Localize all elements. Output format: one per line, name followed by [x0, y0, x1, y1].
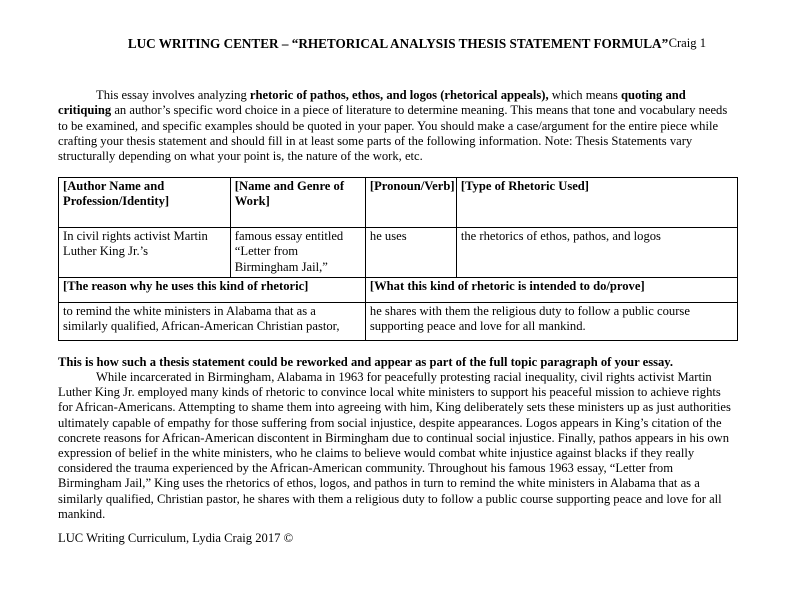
header-cell-reason: [The reason why he uses this kind of rhetoric]	[59, 277, 366, 302]
table-example-row	[59, 228, 738, 278]
cell-pronoun-verb-example: he uses	[365, 228, 456, 278]
thesis-formula-table	[58, 177, 738, 341]
header-cell-rhetoric-type: [Type of Rhetoric Used]	[456, 178, 737, 228]
page-number: Craig 1	[668, 36, 706, 50]
cell-work-example: famous essay entitled “Letter from Birmingham Jail,”	[230, 228, 365, 278]
table-reason-example-row	[59, 302, 738, 340]
cell-reason-example: to remind the white ministers in Alabama that as a similarly qualified, African-American Christian pastor,	[59, 302, 366, 340]
cell-intent-example: he shares with them the religious duty to follow a public course supporting peace and love for all mankind.	[365, 302, 737, 340]
table-header-row	[59, 178, 738, 228]
example-paragraph: While incarcerated in Birmingham, Alabama in 1963 for peacefully protesting racial inequality, civil rights activist Martin Luther King Jr. employed many kinds of rhetoric to convince local white ministers to support his peaceful mission to achieve rights for African-Americans. Attempting to shame them into agreeing with him, King deliberately sets these ministers up as just authorities ultimately capable of empathy for those suffering from social injustice, despite appearances. Logos appears in King’s citation of the concrete reasons for African-American discontent in Birmingham due to continual social injustice. Finally, pathos appears in his own expression of belief in the white ministers, who he claims to believe would combat white injustice against blacks if they really considered the trauma experienced by the African-American community. Throughout his famous 1963 essay, “Letter from Birmingham Jail,” King uses the rhetorics of ethos, logos, and pathos in turn to remind the white ministers in Alabama that as a similarly qualified, Christian pastor, he shares with them a religious duty to follow a public course supporting peace and love for all mankind.	[58, 370, 731, 521]
header-cell-author: [Author Name and Profession/Identity]	[59, 178, 231, 228]
cell-author-example: In civil rights activist Martin Luther King Jr.’s	[59, 228, 231, 278]
header-cell-intent: [What this kind of rhetoric is intended to do/prove]	[365, 277, 737, 302]
table-reason-header-row	[59, 277, 738, 302]
document-title: LUC WRITING CENTER – “RHETORICAL ANALYSIS THESIS STATEMENT FORMULA”	[127, 36, 669, 51]
intro-segment: This essay involves analyzing	[96, 88, 250, 103]
page-header	[58, 36, 738, 51]
header-cell-pronoun-verb: [Pronoun/Verb]	[365, 178, 456, 228]
cell-rhetoric-type-example: the rhetorics of ethos, pathos, and logos	[456, 228, 737, 278]
rework-heading: This is how such a thesis statement could be reworked and appear as part of the full topic paragraph of your essay.	[58, 354, 674, 369]
footer-credit: LUC Writing Curriculum, Lydia Craig 2017 ©	[58, 531, 294, 546]
intro-segment-bold: rhetoric of pathos, ethos, and logos (rhetorical appeals),	[249, 88, 549, 103]
intro-segment: an author’s specific word choice in a piece of literature to determine meaning. This means that tone and vocabulary needs to be examined, and specific examples should be quoted in your paper. You should make a case/argument for the entire piece while crafting your thesis statement and should fill in at least some parts of the following information. Note: Thesis Statements vary structurally depending on what your point is, the nature of the work, etc.	[58, 103, 728, 164]
page-content	[58, 36, 738, 546]
header-cell-work: [Name and Genre of Work]	[230, 178, 365, 228]
intro-segment: which means	[548, 88, 622, 103]
intro-segment-bold: quoting and critiquing	[58, 88, 686, 118]
intro-paragraph	[58, 88, 738, 164]
